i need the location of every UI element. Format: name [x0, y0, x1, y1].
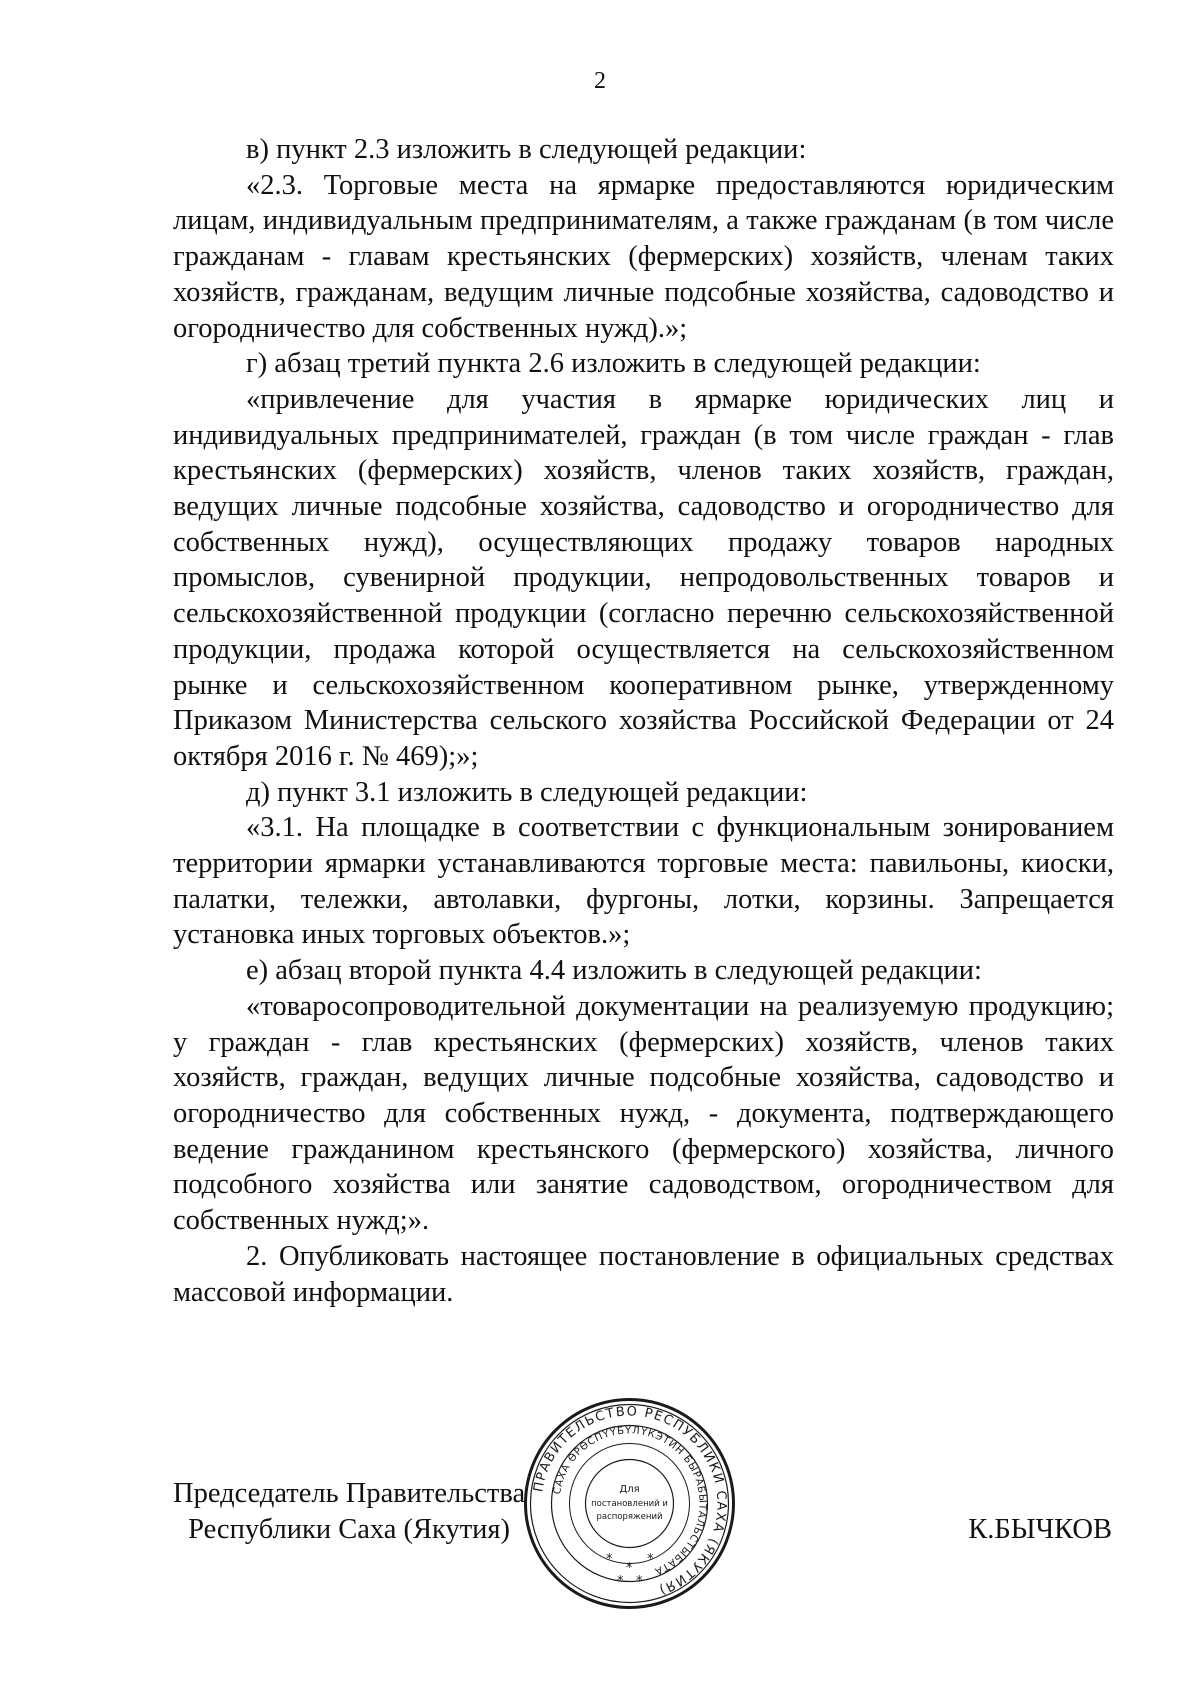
paragraph-item-g: г) абзац третий пункта 2.6 изложить в следующей редакции: [246, 348, 981, 380]
seal-inner-text: САХА ӨРӨСПҮҮБҮЛҮКЭТИН БЫРАБЫТАЛЬСТЫБАТА [552, 1425, 708, 1577]
page-number: 2 [594, 68, 606, 94]
paragraph-item-d: д) пункт 3.1 изложить в следующей редакции: [246, 776, 808, 808]
paragraph-publish: 2. Опубликовать настоящее постановление в официальных средствах массовой информации. [173, 1240, 1114, 1308]
svg-text:*: * [606, 1552, 613, 1567]
signatory-title [173, 1476, 525, 1548]
signatory-title-line1: Председатель Правительства [173, 1478, 526, 1509]
paragraph-item-e: е) абзац второй пункта 4.4 изложить в следующей редакции: [246, 955, 982, 987]
signatory-name: К.БЫЧКОВ [968, 1514, 1112, 1545]
paragraph-quote-2-6: «привлечение для участия в ярмарке юридических лиц и индивидуальных предпринимателей, граждан (в том числе граждан - глав крестьянских (фермерских) хозяйств, членов таких хозяйств, граждан, ведущих личные подсобные хозяйства, садоводство и огородничество для собственных нужд), осуществляющих продажу товаров народных промыслов, сувенирной продукции, непродовольственных товаров и сельскохозяйственной продукции (согласно перечню сельскохозяйственной продукции, продажа которой осуществляется на сельскохозяйственном рынке и сельскохозяйственном кооперативном рынке, утвержденному Приказом Министерства сельского хозяйства Российской Федерации от 24 октября 2016 г. № 469);»; [173, 383, 1114, 772]
seal-center-line2: постановлений и [591, 1499, 668, 1509]
paragraph-quote-3-1: «3.1. На площадке в соответствии с функциональным зонированием территории ярмарки устанавливаются торговые места: павильоны, киоски, палатки, тележки, автолавки, фургоны, лотки, корзины. Запрещается установка иных торговых объектов.»; [173, 812, 1114, 951]
paragraph-quote-2-3: «2.3. Торговые места на ярмарке предоставляются юридическим лицам, индивидуальным предпринимателям, а также гражданам (в том числе гражданам - главам крестьянских (фермерских) хозяйств, членам таких хозяйств, гражданам, ведущим личные подсобные хозяйства, садоводство и огородничество для собственных нужд).»; [173, 169, 1114, 344]
seal-outer-text: ПРАВИТЕЛЬСТВО РЕСПУБЛИКИ САХА (ЯКУТИЯ) [531, 1404, 729, 1598]
svg-text:*: * [617, 1574, 624, 1589]
svg-text:*: * [647, 1552, 654, 1567]
paragraph-quote-4-4: «товаросопроводительной документации на реализуемую продукцию; у граждан - глав крестьянских (фермерских) хозяйств, членов таких хозяйств, граждан, ведущих личные подсобные хозяйства, садоводство и огородничество для собственных нужд, - документа, подтверждающего ведение гражданином крестьянского (фермерского) хозяйства, личного подсобного хозяйства или занятие садоводством, огородничеством для собственных нужд;». [173, 990, 1114, 1237]
svg-text:*: * [636, 1574, 643, 1589]
seal-center-line3: распоряжений [596, 1512, 663, 1522]
seal-star-icons [606, 1552, 654, 1589]
paragraph-item-v: в) пункт 2.3 изложить в следующей редакции: [246, 134, 807, 165]
svg-text:*: * [626, 1561, 633, 1576]
signatory-title-line2: Республики Саха (Якутия) [188, 1514, 510, 1545]
official-seal [522, 1396, 737, 1611]
document-body [173, 132, 1114, 1310]
seal-center-line1: Для [619, 1484, 640, 1495]
